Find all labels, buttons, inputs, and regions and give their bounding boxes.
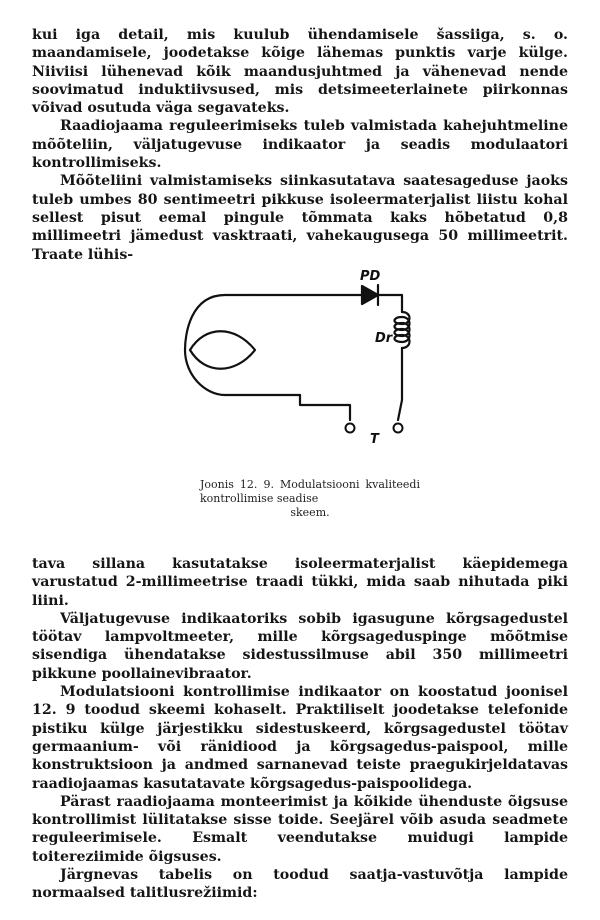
bottom-text-block: [32, 555, 568, 903]
paragraph-continuation: kui iga detail, mis kuulub ühendamisele šassiiga, s. o. maandamisele, joodetakse kõige lähemas punktis varje külge. Niiviisi lühenevad kõik maandusjuhtmed ja vähenevad nende soovimatud induktiivsused, mis detsimeeterlainete piirkonnas võivad osutuda väga segavateks.: [32, 27, 568, 117]
paragraph-table-intro: Järgnevas tabelis on toodud saatja-vastuvõtja lampide normaalsed talitlusrežiimid:: [32, 867, 568, 902]
coupling-loop: [185, 295, 300, 395]
terminal-left: [346, 424, 355, 433]
label-pd: PD: [360, 270, 381, 284]
paragraph-modulation-indicator: Modulatsiooni kontrollimise indikaator on koostatud joonisel 12. 9 toodud skeemi kohaselt. Praktiliselt joodetakse telefonide pistiku külge järjestikku sidestuskeerd, kõrgsagedustel töötav germaanium- või ränidiood ja kõrgsagedus-paispool, mille konstruktsioon ja andmed sarnanevad teiste praegukirjeldatavas raadiojaamas kasutatavate kõrgsagedus-paispoolidega.: [32, 684, 568, 792]
paragraph-field-strength: Väljatugevuse indikaatoriks sobib igasugune kõrgsagedustel töötav lampvoltmeeter, mille kõrgsageduspinge mõõtmise sisendiga ühendatakse sidestussilmuse abil 350 millimeetri pikkune poollainevibraator.: [32, 610, 568, 682]
paragraph-regulation: Raadiojaama reguleerimiseks tuleb valmistada kahejuhtmeline mõõteliin, väljatugevuse indikaator ja seadis modulaatori kontrollimiseks.: [32, 118, 568, 172]
terminal-right: [394, 424, 403, 433]
figure-caption-last: skeem.: [290, 506, 330, 519]
paragraph-bridge: tava sillana kasutatakse isoleermaterjalist käepidemega varustatud 2-millimeetrise traadi tükki, mida saab nihutada piki liini.: [32, 556, 568, 609]
label-dr: Dr: [375, 331, 393, 346]
figure-caption-main: Joonis 12. 9. Modulatsiooni kvaliteedi kontrollimise seadise: [200, 478, 420, 505]
top-text-block: [32, 26, 568, 264]
label-t: T: [370, 432, 379, 447]
modulation-check-circuit-diagram: [180, 270, 430, 450]
figure-caption: [200, 478, 420, 520]
diode-symbol: [362, 286, 378, 304]
coupling-loop-inner: [190, 331, 255, 369]
choke-coil: [395, 312, 410, 348]
paragraph-power-on: Pärast raadiojaama monteerimist ja kõikide ühenduste õigsuse kontrollimist lülitatakse sisse toide. Seejärel võib asuda seadmete reguleerimisele. Esmalt veendutakse muidugi lampide toitereziimide õigsuses.: [32, 793, 568, 865]
paragraph-measuring-line: Mõõteliini valmistamiseks siinkasutatava saatesageduse jaoks tuleb umbes 80 sentimeetri pikkuse isoleermaterjalist liistu kohal sellest pisut eemal pingule tõmmata kaks hõbetatud 0,8 millimeetri jämedust vasktraati, vahekaugusega 50 millimeetrit. Traate lühis-: [32, 173, 568, 263]
